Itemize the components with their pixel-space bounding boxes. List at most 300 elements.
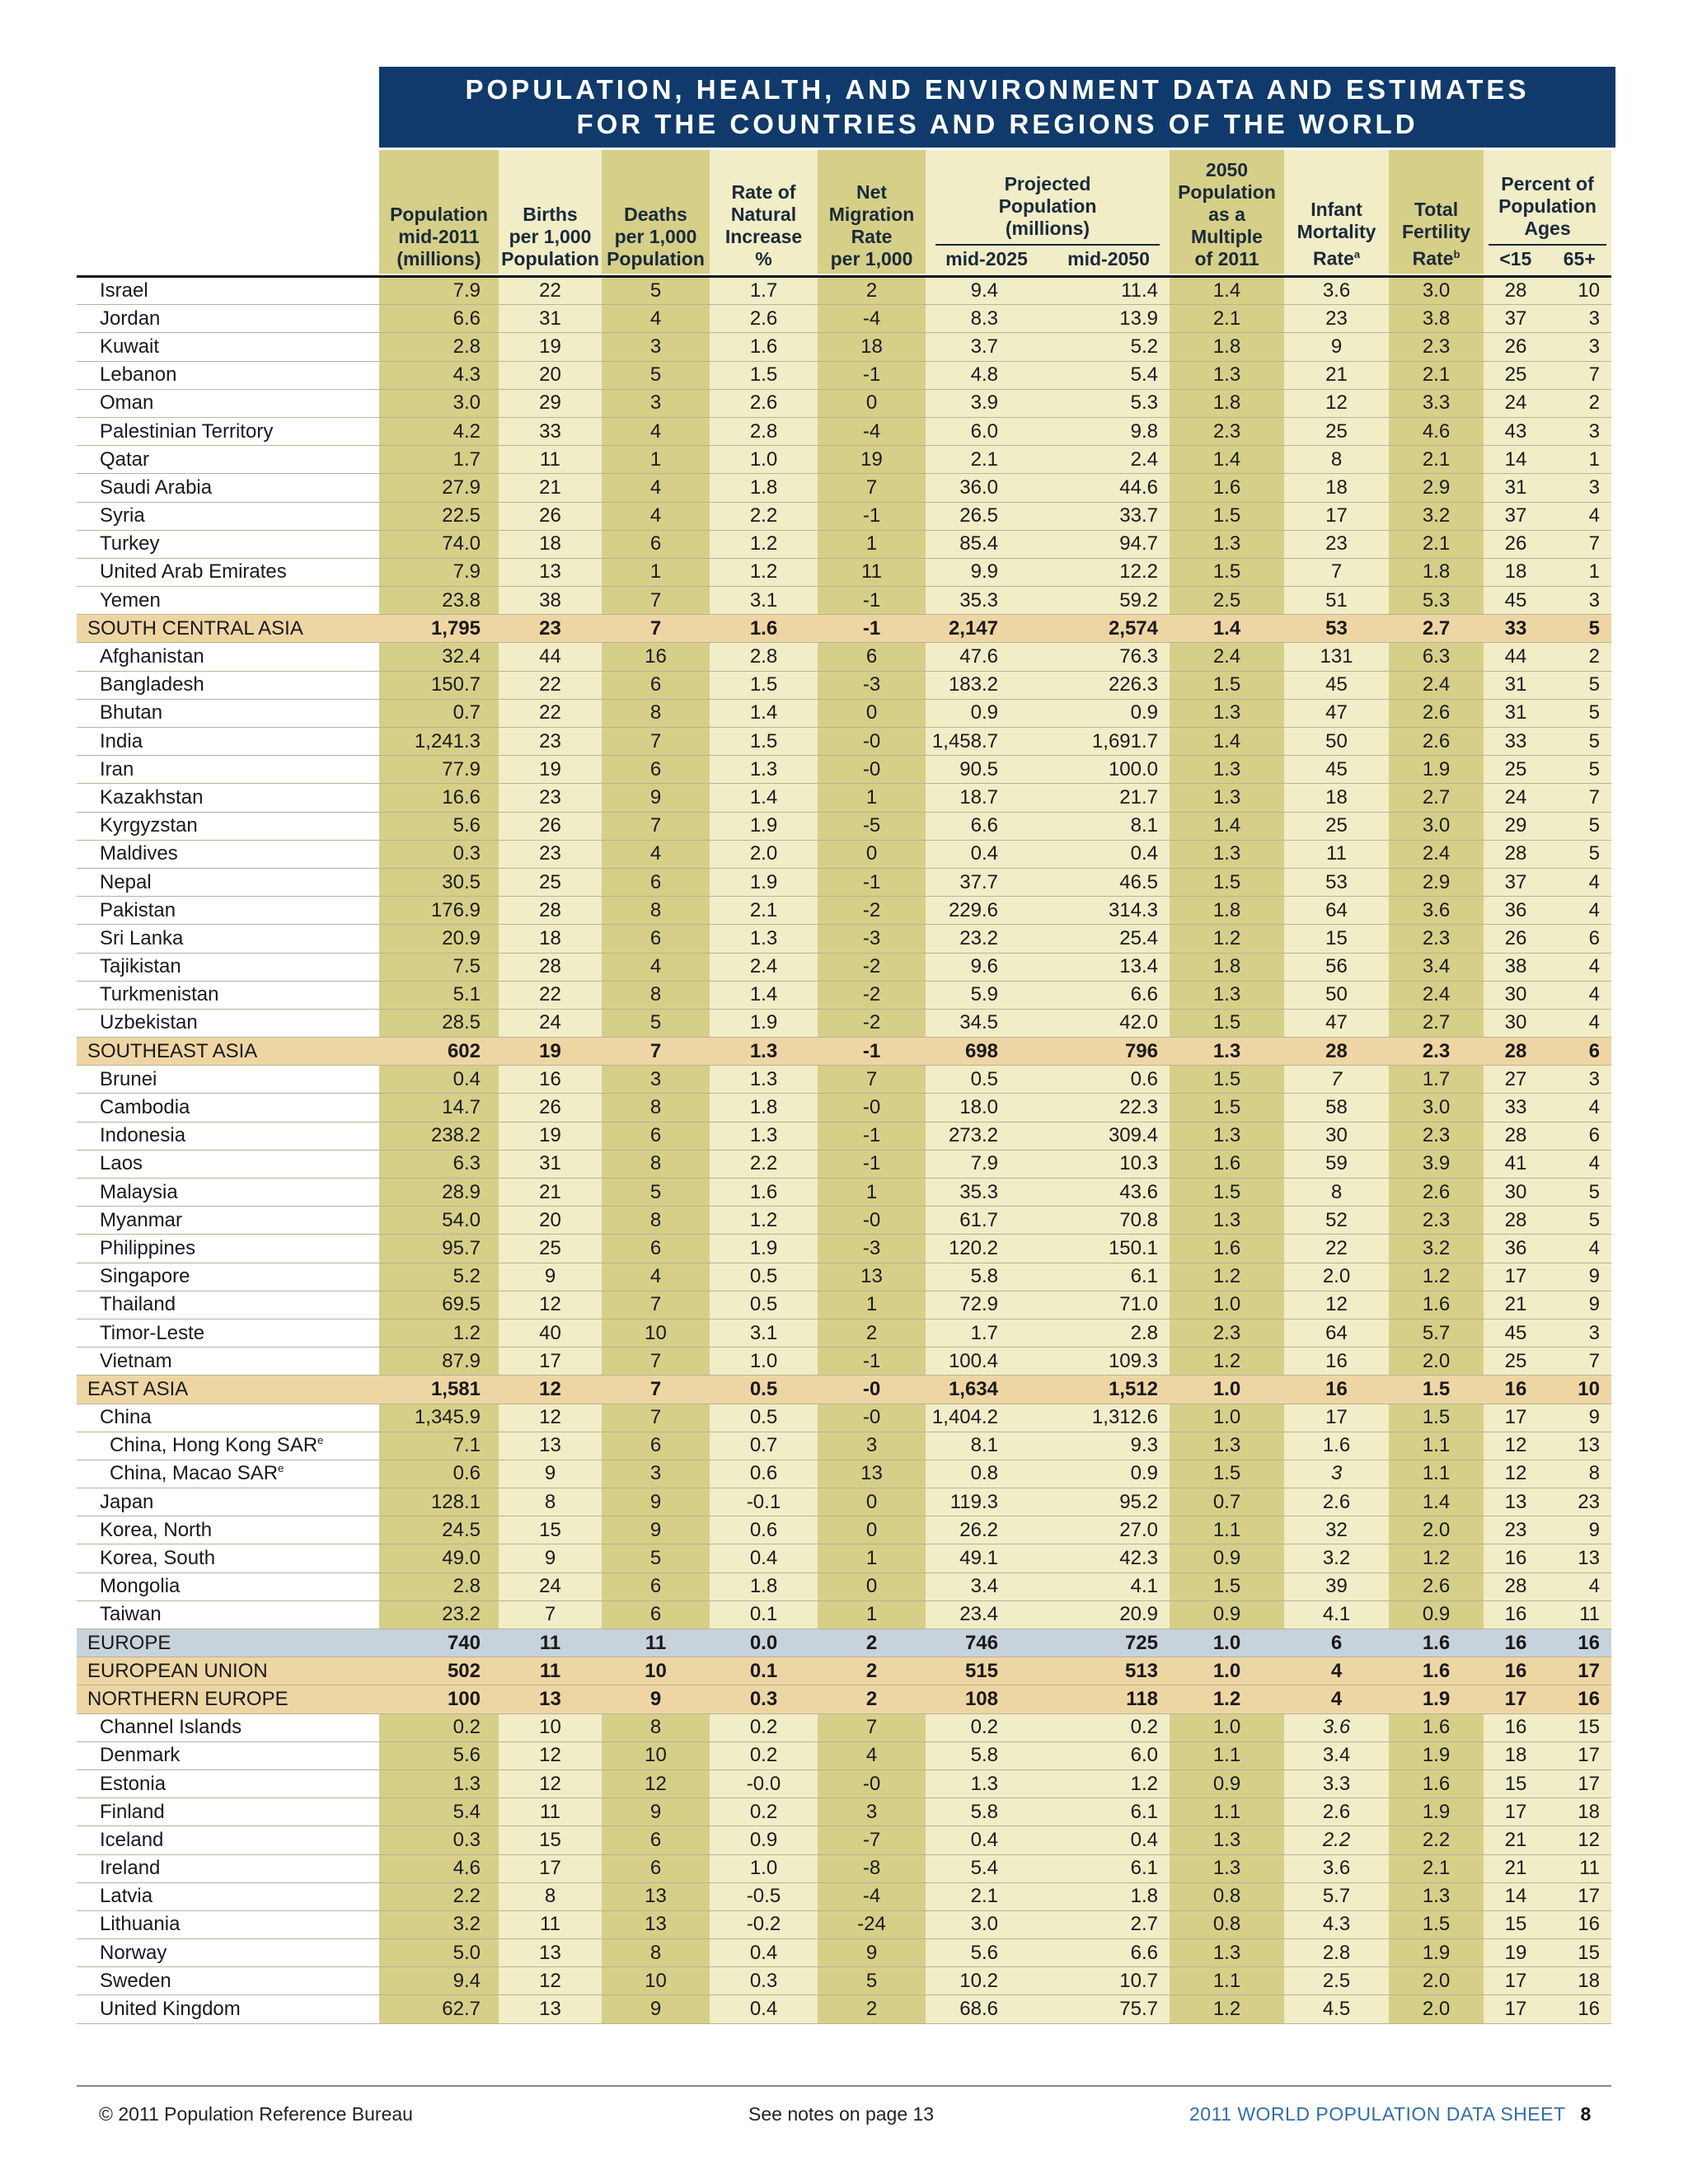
country-name: Saudi Arabia — [100, 476, 213, 499]
table-cell: 5.8 — [926, 1741, 1048, 1769]
country-name: Pakistan — [100, 898, 176, 921]
table-cell: 3.4 — [926, 1572, 1048, 1601]
table-row — [77, 530, 1611, 558]
table-cell: 18 — [1548, 1967, 1611, 1995]
table-cell: 25 — [1284, 812, 1389, 840]
table-cell: 1.7 — [926, 1319, 1048, 1347]
table-cell: 21 — [1484, 1854, 1548, 1882]
table-cell: 1.6 — [710, 1179, 818, 1207]
header-text: per 1,000 — [509, 226, 592, 247]
row-name — [77, 1910, 379, 1938]
table-cell: 1.2 — [379, 1319, 499, 1347]
header-net-migration — [818, 150, 926, 274]
table-cell: 150.7 — [379, 671, 499, 699]
table-cell: 8 — [499, 1882, 602, 1910]
table-cell: 3.1 — [710, 1319, 818, 1347]
row-name — [77, 897, 379, 925]
table-cell: 1.6 — [1389, 1713, 1484, 1741]
table-cell: 0.4 — [1048, 1826, 1170, 1854]
table-row — [77, 361, 1611, 389]
header-text: Increase — [724, 226, 803, 247]
region-row — [77, 1657, 1611, 1685]
table-cell: 1.0 — [1170, 1629, 1284, 1657]
table-cell: 17 — [499, 1347, 602, 1376]
table-row — [77, 784, 1611, 812]
table-cell: 23 — [499, 784, 602, 812]
country-name: Tajikistan — [100, 955, 181, 978]
table-cell: 3 — [602, 1066, 710, 1094]
table-cell: 2.9 — [1389, 474, 1484, 502]
table-cell: 17 — [1484, 1404, 1548, 1432]
table-cell: 9 — [602, 1685, 710, 1713]
table-cell: -0 — [818, 1376, 926, 1404]
table-cell: 47 — [1284, 699, 1389, 727]
table-cell: 3.8 — [1389, 305, 1484, 333]
table-cell: 13 — [499, 558, 602, 586]
table-cell: 36 — [1484, 897, 1548, 925]
table-cell: 1.8 — [1170, 953, 1284, 981]
table-cell: 7 — [602, 1291, 710, 1319]
table-cell: 18 — [499, 925, 602, 953]
table-row — [77, 671, 1611, 699]
header-text: mid-2011 — [398, 226, 480, 247]
table-cell: 9 — [602, 1798, 710, 1826]
table-cell: 44 — [1484, 643, 1548, 671]
table-row — [77, 1516, 1611, 1544]
table-cell: 6 — [1548, 1122, 1611, 1150]
table-cell: 9 — [499, 1544, 602, 1572]
table-cell: 29 — [499, 389, 602, 417]
table-cell: 1.3 — [1170, 1122, 1284, 1150]
table-cell: 43.6 — [1048, 1179, 1170, 1207]
table-cell: 6 — [602, 1122, 710, 1150]
header-text: Births — [523, 204, 578, 225]
table-cell: 2.1 — [1389, 361, 1484, 389]
table-cell: 1.4 — [1170, 615, 1284, 643]
table-cell: 38 — [1484, 953, 1548, 981]
table-cell: 21 — [1484, 1291, 1548, 1319]
table-cell: -0 — [818, 756, 926, 784]
table-row — [77, 868, 1611, 896]
table-row — [77, 1713, 1611, 1741]
table-cell: 16 — [1484, 1601, 1548, 1629]
table-cell: 2,574 — [1048, 615, 1170, 643]
row-name — [77, 840, 379, 868]
table-cell: 2.4 — [1389, 671, 1484, 699]
table-row — [77, 699, 1611, 727]
table-row — [77, 1826, 1611, 1854]
row-name — [77, 587, 379, 615]
table-cell: 1 — [1548, 446, 1611, 474]
country-name: EUROPE — [87, 1631, 171, 1654]
country-name: Kyrgyzstan — [100, 814, 198, 837]
table-cell: 27.9 — [379, 474, 499, 502]
table-cell: 1 — [1548, 558, 1611, 586]
table-row — [77, 502, 1611, 530]
table-cell: 1 — [818, 1291, 926, 1319]
table-cell: 1.0 — [710, 1854, 818, 1882]
country-name: Korea, South — [100, 1547, 216, 1570]
header-2050-multiple — [1170, 150, 1284, 274]
table-row — [77, 1009, 1611, 1037]
table-cell: 11 — [499, 1798, 602, 1826]
table-cell: 2.5 — [1284, 1967, 1389, 1995]
table-cell: 0.5 — [710, 1376, 818, 1404]
table-cell: 35.3 — [926, 1179, 1048, 1207]
table-cell: 16 — [602, 643, 710, 671]
table-cell: 1.3 — [710, 925, 818, 953]
table-cell: 22 — [499, 671, 602, 699]
table-cell: 1.5 — [1170, 1179, 1284, 1207]
table-cell: 7 — [818, 474, 926, 502]
table-cell: 1.5 — [710, 728, 818, 756]
table-cell: 120.2 — [926, 1235, 1048, 1263]
table-cell: 5 — [602, 1009, 710, 1037]
table-cell: 17 — [499, 1854, 602, 1882]
table-cell: -5 — [818, 812, 926, 840]
table-row — [77, 953, 1611, 981]
table-cell: 5.9 — [926, 981, 1048, 1009]
table-cell: 0.7 — [379, 699, 499, 727]
table-cell: 2.6 — [710, 305, 818, 333]
row-name — [77, 1572, 379, 1601]
table-cell: 9 — [499, 1263, 602, 1291]
table-cell: 19 — [499, 756, 602, 784]
table-cell: 2,147 — [926, 615, 1048, 643]
table-cell: 90.5 — [926, 756, 1048, 784]
table-cell: 4 — [602, 840, 710, 868]
table-cell: 24 — [1484, 784, 1548, 812]
table-cell: 25 — [499, 1235, 602, 1263]
table-cell: 9.6 — [926, 953, 1048, 981]
region-row — [77, 1376, 1611, 1404]
table-cell: 4 — [1548, 1235, 1611, 1263]
table-cell: 4 — [1548, 953, 1611, 981]
table-cell: 16 — [1548, 1629, 1611, 1657]
table-cell: 4.3 — [1284, 1910, 1389, 1938]
table-cell: 15 — [1484, 1769, 1548, 1797]
region-row — [77, 1038, 1611, 1066]
table-cell: 4 — [818, 1741, 926, 1769]
header-mid-2025: mid-2025 — [945, 248, 1028, 269]
table-cell: 8 — [499, 1488, 602, 1516]
table-cell: 5 — [1548, 756, 1611, 784]
table-cell: 9 — [1548, 1404, 1611, 1432]
table-cell: 0.1 — [710, 1657, 818, 1685]
table-cell: 1.8 — [1170, 333, 1284, 361]
row-name — [77, 1995, 379, 2023]
table-cell: 10 — [1548, 1376, 1611, 1404]
table-cell: 16 — [1284, 1347, 1389, 1376]
country-name: Qatar — [100, 448, 150, 471]
table-cell: 1.5 — [1389, 1404, 1484, 1432]
header-text: Mortality — [1296, 221, 1376, 243]
table-cell: 3 — [818, 1432, 926, 1460]
table-cell: 33 — [499, 417, 602, 445]
country-name: Korea, North — [100, 1518, 213, 1541]
header-text: (millions) — [396, 248, 481, 269]
table-cell: -8 — [818, 1854, 926, 1882]
table-cell: 2.7 — [1389, 1009, 1484, 1037]
table-cell: 6.6 — [1048, 981, 1170, 1009]
row-name — [77, 784, 379, 812]
row-name — [77, 953, 379, 981]
table-cell: 15 — [499, 1826, 602, 1854]
table-cell: 28 — [1484, 277, 1548, 305]
table-cell: 2.4 — [1389, 981, 1484, 1009]
table-cell: 5 — [1548, 671, 1611, 699]
table-cell: 16 — [1484, 1713, 1548, 1741]
table-cell: 7 — [1284, 558, 1389, 586]
row-name — [77, 1544, 379, 1572]
table-cell: 2.4 — [710, 953, 818, 981]
table-cell: 31 — [1484, 699, 1548, 727]
table-cell: 17 — [1284, 502, 1389, 530]
table-cell: 1.3 — [1170, 756, 1284, 784]
table-row — [77, 1460, 1611, 1488]
table-cell: 5.8 — [926, 1263, 1048, 1291]
table-cell: 2 — [818, 1685, 926, 1713]
table-cell: 6 — [602, 1235, 710, 1263]
table-cell: 4 — [1284, 1657, 1389, 1685]
table-cell: 44.6 — [1048, 474, 1170, 502]
table-row — [77, 333, 1611, 361]
table-row — [77, 1432, 1611, 1460]
table-cell: 32.4 — [379, 643, 499, 671]
table-cell: -7 — [818, 1826, 926, 1854]
table-cell: 2.1 — [1389, 446, 1484, 474]
table-cell: 20.9 — [379, 925, 499, 953]
table-cell: 5.6 — [926, 1939, 1048, 1967]
table-cell: 9 — [602, 1488, 710, 1516]
country-name: Lithuania — [100, 1913, 181, 1936]
header-text: as a — [1208, 204, 1245, 225]
table-row — [77, 1066, 1611, 1094]
table-cell: 8 — [1548, 1460, 1611, 1488]
row-name — [77, 643, 379, 671]
table-cell: 1.3 — [1170, 784, 1284, 812]
table-cell: 5.4 — [926, 1854, 1048, 1882]
table-cell: -2 — [818, 1009, 926, 1037]
table-cell: 3 — [1284, 1460, 1389, 1488]
row-name — [77, 1150, 379, 1178]
table-cell: 13 — [602, 1910, 710, 1938]
table-cell: 25 — [1284, 417, 1389, 445]
country-name: Finland — [100, 1800, 165, 1823]
footer-sheet-title — [1189, 2103, 1592, 2125]
table-cell: 2.2 — [1389, 1826, 1484, 1854]
table-cell: 12 — [499, 1376, 602, 1404]
table-cell: -0.0 — [710, 1769, 818, 1797]
table-cell: 1.6 — [1170, 1150, 1284, 1178]
table-cell: 1.6 — [1389, 1629, 1484, 1657]
table-cell: 45 — [1284, 671, 1389, 699]
table-cell: 119.3 — [926, 1488, 1048, 1516]
table-cell: 22 — [499, 277, 602, 305]
table-cell: 24 — [499, 1572, 602, 1601]
row-name — [77, 615, 379, 643]
header-text: Rate — [1312, 248, 1354, 269]
table-cell: 17 — [1484, 1685, 1548, 1713]
country-name: Laos — [100, 1152, 143, 1175]
table-cell: 1.9 — [710, 1009, 818, 1037]
table-cell: 1.2 — [1048, 1769, 1170, 1797]
table-cell: 11 — [1284, 840, 1389, 868]
table-cell: 21 — [1284, 361, 1389, 389]
table-cell: 1.0 — [1170, 1713, 1284, 1741]
table-cell: 59.2 — [1048, 587, 1170, 615]
table-cell: 2.3 — [1389, 1122, 1484, 1150]
table-cell: 0.6 — [710, 1460, 818, 1488]
table-cell: 1.0 — [1170, 1657, 1284, 1685]
row-name — [77, 1066, 379, 1094]
table-row — [77, 1319, 1611, 1347]
table-cell: 1.2 — [1170, 1347, 1284, 1376]
table-cell: 56 — [1284, 953, 1389, 981]
table-row — [77, 812, 1611, 840]
country-name: Bangladesh — [100, 673, 204, 696]
table-cell: 68.6 — [926, 1995, 1048, 2023]
table-cell: 2.8 — [379, 1572, 499, 1601]
table-cell: -1 — [818, 587, 926, 615]
table-cell: 31 — [499, 1150, 602, 1178]
table-cell: 33 — [1484, 728, 1548, 756]
table-cell: 1.9 — [710, 868, 818, 896]
table-cell: -3 — [818, 925, 926, 953]
table-cell: 0.8 — [1170, 1882, 1284, 1910]
table-cell: 28 — [499, 897, 602, 925]
table-cell: -2 — [818, 981, 926, 1009]
table-cell: 3.1 — [710, 587, 818, 615]
header-65-plus: 65+ — [1563, 248, 1596, 269]
table-cell: 1.8 — [710, 474, 818, 502]
table-cell: 0.6 — [1048, 1066, 1170, 1094]
table-cell: 26 — [1484, 333, 1548, 361]
table-cell: 94.7 — [1048, 530, 1170, 558]
table-cell: 23.8 — [379, 587, 499, 615]
table-cell: 8 — [602, 1150, 710, 1178]
table-cell: 24 — [499, 1009, 602, 1037]
table-cell: 1.3 — [1170, 1207, 1284, 1235]
table-cell: 1.3 — [1389, 1882, 1484, 1910]
country-name: Nepal — [100, 870, 152, 893]
table-cell: 11 — [499, 1910, 602, 1938]
table-cell: 15 — [1548, 1939, 1611, 1967]
table-cell: 128.1 — [379, 1488, 499, 1516]
table-cell: 3.6 — [1284, 1713, 1389, 1741]
table-cell: 25 — [1484, 361, 1548, 389]
table-cell: 23 — [499, 615, 602, 643]
table-cell: 0 — [818, 840, 926, 868]
header-text: Population — [1178, 181, 1276, 203]
table-row — [77, 981, 1611, 1009]
title-line-1: POPULATION, HEALTH, AND ENVIRONMENT DATA AND ESTIMATES — [465, 74, 1530, 105]
table-cell: 29 — [1484, 812, 1548, 840]
country-name: Mongolia — [100, 1575, 181, 1598]
table-cell: 2.3 — [1389, 925, 1484, 953]
table-cell: 17 — [1484, 1798, 1548, 1826]
table-cell: 0.6 — [710, 1516, 818, 1544]
table-cell: 16 — [1484, 1376, 1548, 1404]
row-name — [77, 389, 379, 417]
table-cell: 33 — [1484, 615, 1548, 643]
table-cell: 4.2 — [379, 417, 499, 445]
table-cell: 10.3 — [1048, 1150, 1170, 1178]
country-name: United Kingdom — [100, 1998, 241, 2021]
table-cell: 21 — [1484, 1826, 1548, 1854]
table-cell: 7 — [1548, 1347, 1611, 1376]
table-cell: 1.6 — [1284, 1432, 1389, 1460]
table-cell: 22 — [1284, 1235, 1389, 1263]
table-cell: 1.3 — [1170, 1432, 1284, 1460]
table-cell: 4 — [1548, 1094, 1611, 1122]
table-cell: 7 — [818, 1713, 926, 1741]
table-cell: 42.0 — [1048, 1009, 1170, 1037]
table-row — [77, 897, 1611, 925]
table-cell: 18 — [1284, 474, 1389, 502]
table-cell: 1.6 — [1170, 1235, 1284, 1263]
table-cell: 1.5 — [1170, 558, 1284, 586]
table-cell: 6 — [602, 530, 710, 558]
table-cell: 1.0 — [1170, 1376, 1284, 1404]
table-cell: 746 — [926, 1629, 1048, 1657]
table-cell: 2.6 — [1389, 699, 1484, 727]
table-cell: 6 — [602, 756, 710, 784]
header-text: Net — [856, 181, 888, 203]
table-cell: 1.1 — [1170, 1516, 1284, 1544]
table-cell: 53 — [1284, 615, 1389, 643]
table-cell: 40 — [499, 1319, 602, 1347]
row-name — [77, 1516, 379, 1544]
header-births — [499, 150, 602, 274]
table-cell: 11 — [499, 446, 602, 474]
table-cell: 16 — [1484, 1657, 1548, 1685]
country-name: Afghanistan — [100, 645, 204, 668]
table-cell: 0.5 — [710, 1263, 818, 1291]
table-cell: 23 — [1284, 305, 1389, 333]
table-cell: 28 — [1484, 1038, 1548, 1066]
table-cell: 4 — [602, 417, 710, 445]
table-cell: 5.3 — [1048, 389, 1170, 417]
table-cell: 30 — [1484, 981, 1548, 1009]
table-cell: 5.4 — [1048, 361, 1170, 389]
table-cell: 75.7 — [1048, 1995, 1170, 2023]
table-cell: 3.6 — [1389, 897, 1484, 925]
table-cell: 3 — [1548, 1319, 1611, 1347]
table-cell: 1.4 — [1170, 277, 1284, 305]
table-cell: 2.2 — [710, 502, 818, 530]
table-cell: 1,312.6 — [1048, 1404, 1170, 1432]
row-name — [77, 1882, 379, 1910]
table-cell: 13 — [818, 1460, 926, 1488]
table-cell: 2.3 — [1389, 1038, 1484, 1066]
header-text: Population — [998, 195, 1097, 217]
header-text: Rate — [851, 226, 893, 247]
table-row — [77, 1601, 1611, 1629]
table-cell: 6 — [602, 1826, 710, 1854]
table-cell: 4 — [1284, 1685, 1389, 1713]
table-cell: 1.6 — [710, 615, 818, 643]
table-cell: 0.9 — [1170, 1544, 1284, 1572]
table-cell: 18 — [1484, 1741, 1548, 1769]
table-row — [77, 1094, 1611, 1122]
table-cell: 1 — [818, 1179, 926, 1207]
title-line-2: FOR THE COUNTRIES AND REGIONS OF THE WORLD — [576, 109, 1418, 139]
table-cell: 9.9 — [926, 558, 1048, 586]
table-cell: 32 — [1284, 1516, 1389, 1544]
row-name — [77, 699, 379, 727]
row-name — [77, 1319, 379, 1347]
